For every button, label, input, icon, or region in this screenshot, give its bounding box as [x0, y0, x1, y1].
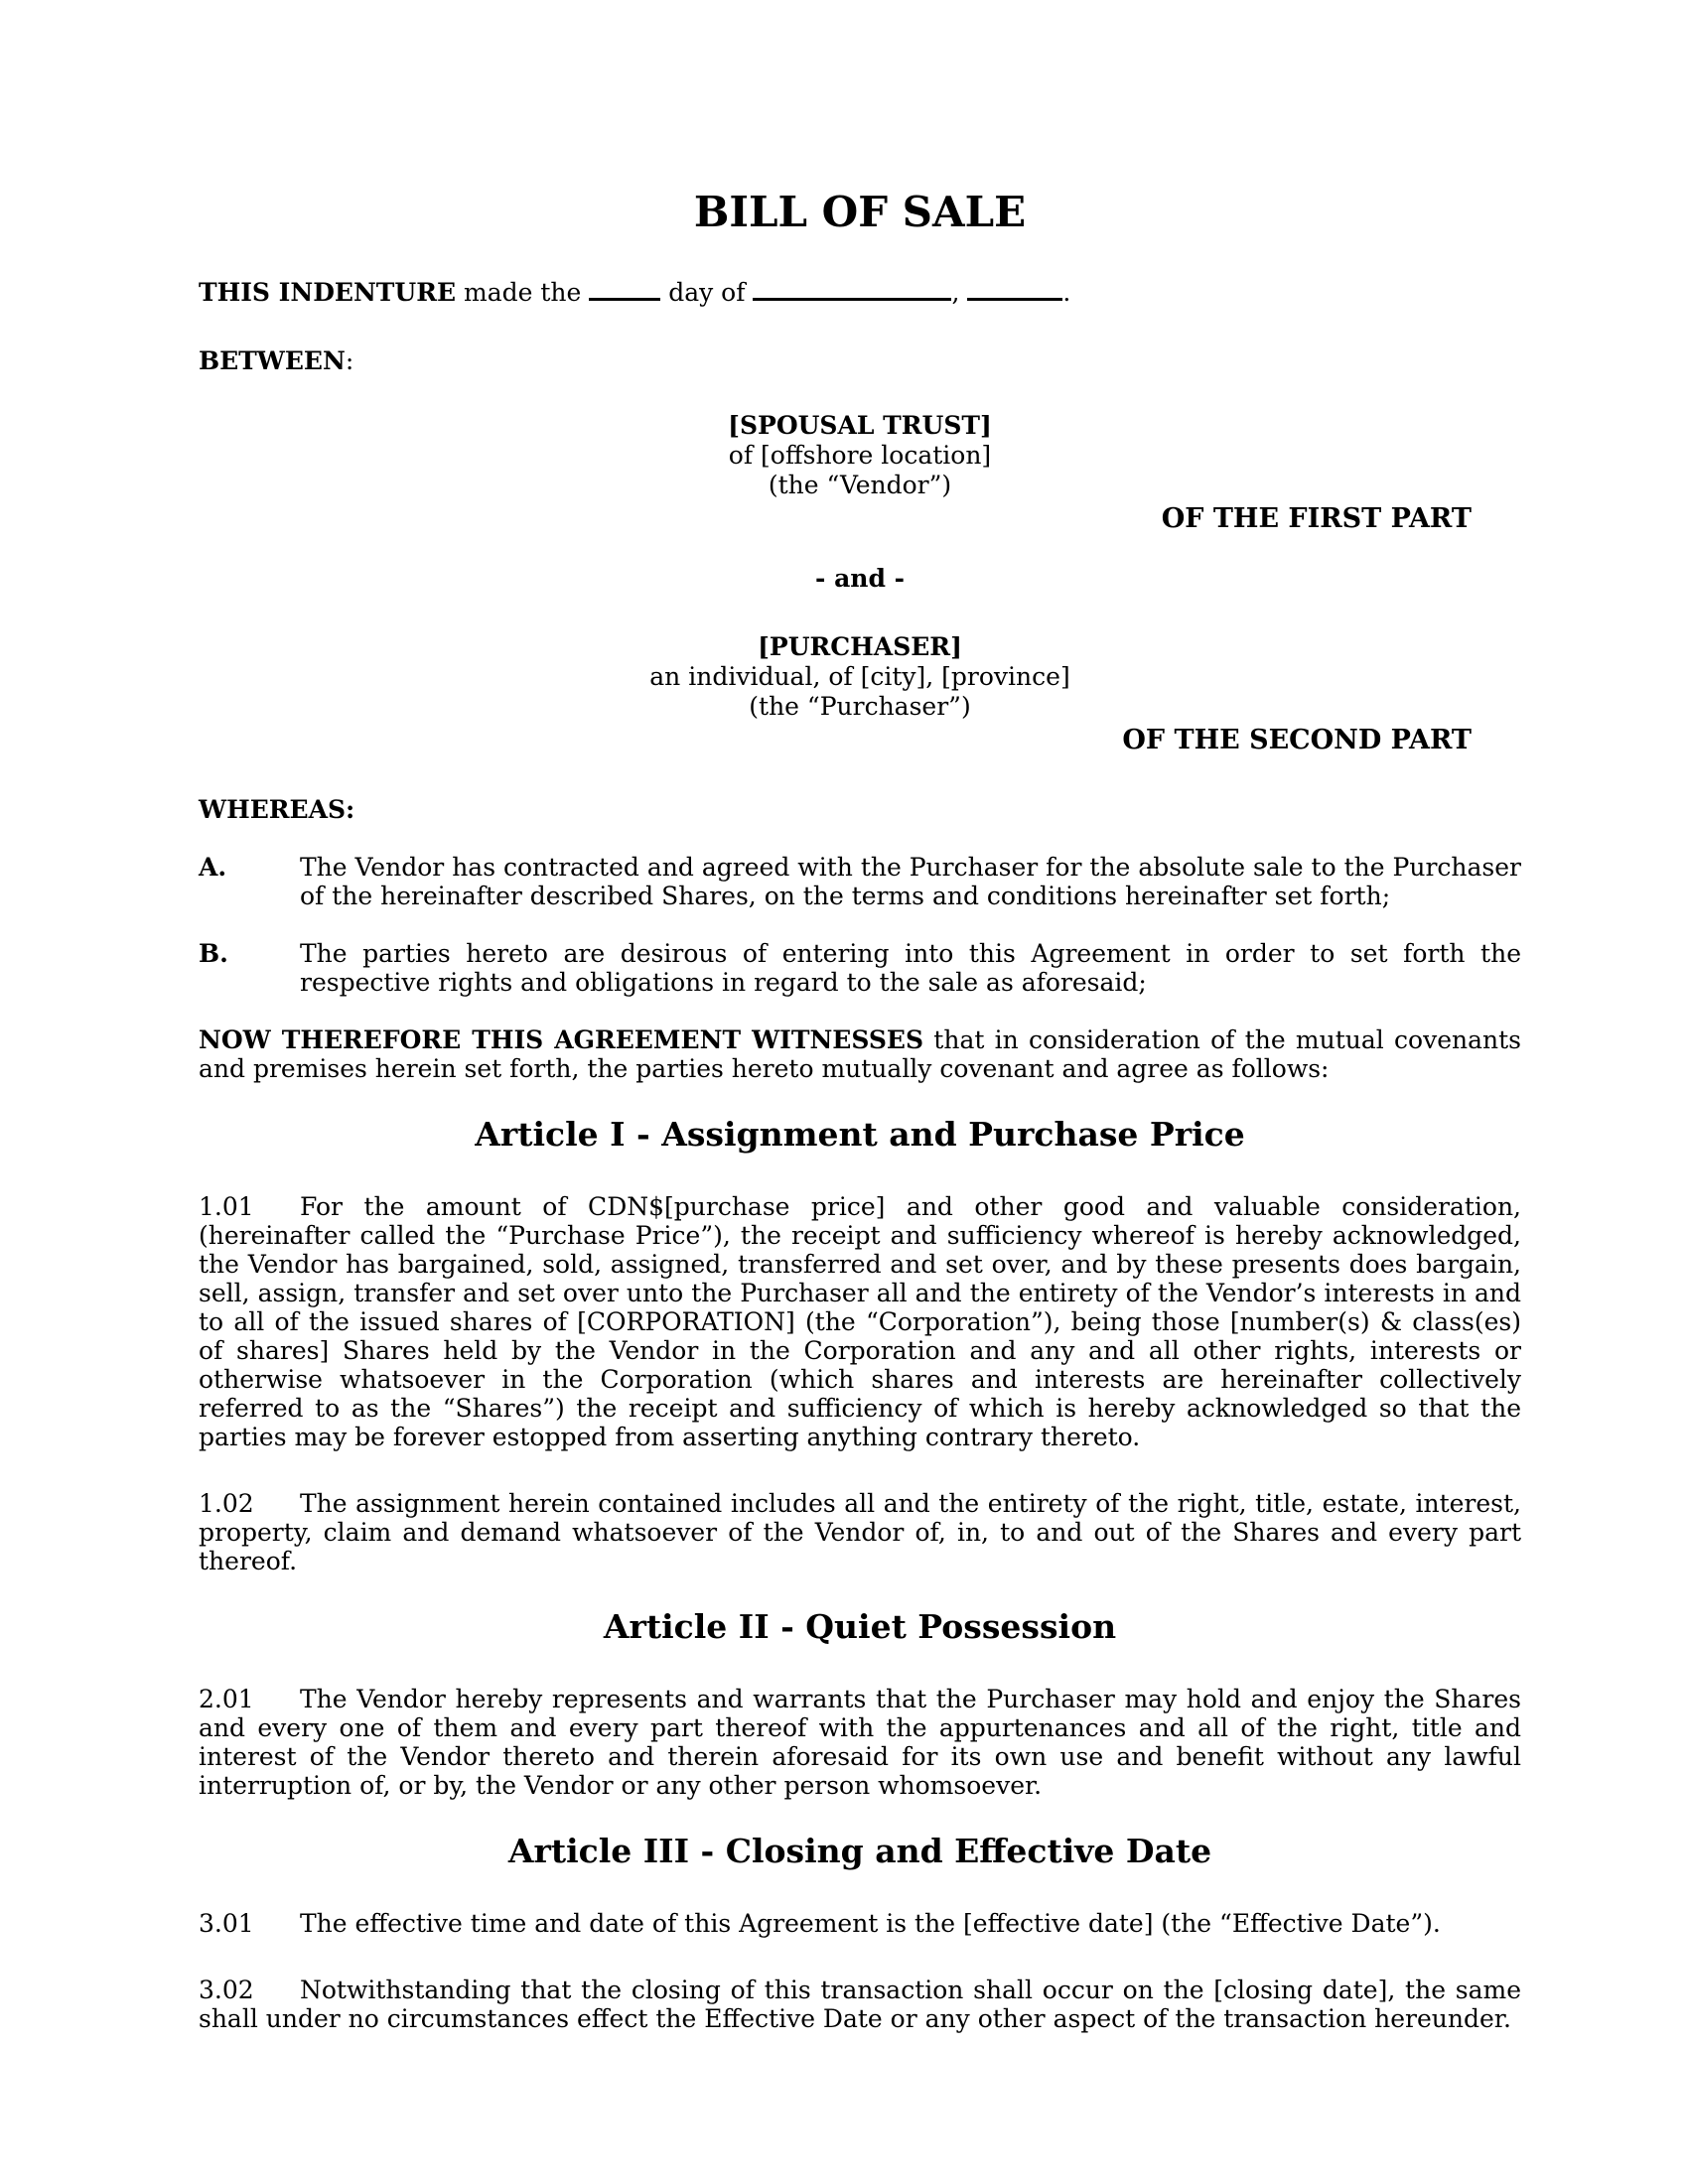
clause-1-01-text: For the amount of CDN$[purchase price] and other good and valuable consideration, (hereinafter called the “Purchase Price”), the receipt and sufficiency whereof is hereby acknowledged, the Vendor has bargained, sold, assigned, transferred and set over, and by these presents does bargain, sell, assign, transfer and set over unto the Purchaser all and the entirety of the Vendor’s interests in and to all of the issued shares of [CORPORATION] (the “Corporation”), being those [number(s) & class(es) of shares] Shares held by the Vendor in the Corporation and any and all other rights, interests or otherwise whatsoever in the Corporation (which shares and interests are hereinafter collectively referred to as the “Shares”) the receipt and sufficiency of which is hereby acknowledged so that the parties may be forever estopped from asserting anything contrary thereto.	[199, 1192, 1521, 1451]
vendor-party-block	[199, 411, 1521, 500]
clause-2-01	[199, 1685, 1521, 1800]
vendor-name: [SPOUSAL TRUST]	[728, 411, 992, 440]
purchaser-party-block	[199, 632, 1521, 722]
recital-b-label: B.	[199, 939, 228, 968]
indenture-period: .	[1062, 278, 1071, 307]
clause-2-01-number: 2.01	[199, 1685, 254, 1713]
purchaser-defined-term: (the “Purchaser”)	[749, 692, 971, 721]
now-therefore-paragraph	[199, 1025, 1521, 1083]
vendor-defined-term: (the “Vendor”)	[768, 471, 952, 499]
purchaser-description: an individual, of [city], [province]	[649, 662, 1070, 691]
vendor-location: of [offshore location]	[728, 441, 992, 470]
indenture-lead: THIS INDENTURE	[199, 278, 457, 307]
article-1-heading: Article I - Assignment and Purchase Price	[475, 1115, 1245, 1154]
between-word: BETWEEN	[199, 346, 346, 375]
clause-1-01	[199, 1192, 1521, 1451]
indenture-day-of: day of	[660, 278, 754, 307]
article-3-heading: Article III - Closing and Effective Date	[507, 1832, 1212, 1870]
clause-1-02-text: The assignment herein contained includes all and the entirety of the right, title, estate, interest, property, claim and demand whatsoever of the Vendor of, in, to and out of the Shares and every part thereof.	[199, 1489, 1521, 1575]
now-therefore-rest: that in consideration of the mutual covenants and premises herein set forth, the parties hereto mutually covenant and agree as follows:	[199, 1025, 1521, 1083]
recital-b	[199, 939, 1521, 997]
clause-3-02-number: 3.02	[199, 1976, 254, 2004]
clause-1-02-number: 1.02	[199, 1489, 254, 1518]
indenture-line	[199, 278, 1521, 307]
day-blank-line	[589, 293, 660, 301]
clause-3-02	[199, 1976, 1521, 2033]
clause-2-01-text: The Vendor hereby represents and warrants that the Purchaser may hold and enjoy the Shares and every one of them and every part thereof with the appurtenances and all of the right, title and interest of the Vendor thereto and therein aforesaid for its own use and benefit without any lawful interruption of, or by, the Vendor or any other person whomsoever.	[199, 1685, 1521, 1800]
clause-3-02-text: Notwithstanding that the closing of this transaction shall occur on the [closing date], the same shall under no circumstances effect the Effective Date or any other aspect of the transaction hereunder.	[199, 1976, 1521, 2033]
clause-3-01-text: The effective time and date of this Agreement is the [effective date] (the “Effective Date”).	[300, 1909, 1441, 1938]
between-label	[199, 346, 1521, 375]
indenture-comma: ,	[951, 278, 968, 307]
whereas-heading: WHEREAS:	[199, 795, 355, 824]
clause-1-02	[199, 1489, 1521, 1575]
document-title: BILL OF SALE	[693, 188, 1027, 236]
recital-b-text: The parties hereto are desirous of entering into this Agreement in order to set forth the respective rights and obligations in regard to the sale as aforesaid;	[300, 939, 1521, 997]
second-part-label: OF THE SECOND PART	[1122, 725, 1472, 755]
between-colon: :	[345, 346, 354, 375]
year-blank-line	[967, 293, 1062, 301]
indenture-made-the: made the	[456, 278, 590, 307]
article-2-heading: Article II - Quiet Possession	[603, 1607, 1117, 1646]
now-therefore-lead: NOW THEREFORE THIS AGREEMENT WITNESSES	[199, 1025, 924, 1054]
purchaser-name: [PURCHASER]	[758, 632, 962, 661]
first-part-label: OF THE FIRST PART	[1161, 503, 1472, 534]
recital-a-label: A.	[199, 853, 227, 882]
clause-3-01-number: 3.01	[199, 1909, 254, 1938]
clause-1-01-number: 1.01	[199, 1192, 254, 1221]
and-separator: - and -	[814, 564, 905, 593]
clause-3-01	[199, 1909, 1521, 1938]
month-blank-line	[753, 293, 951, 301]
recital-a	[199, 853, 1521, 910]
recital-a-text: The Vendor has contracted and agreed with the Purchaser for the absolute sale to the Purchaser of the hereinafter described Shares, on the terms and conditions hereinafter set forth;	[300, 853, 1521, 910]
